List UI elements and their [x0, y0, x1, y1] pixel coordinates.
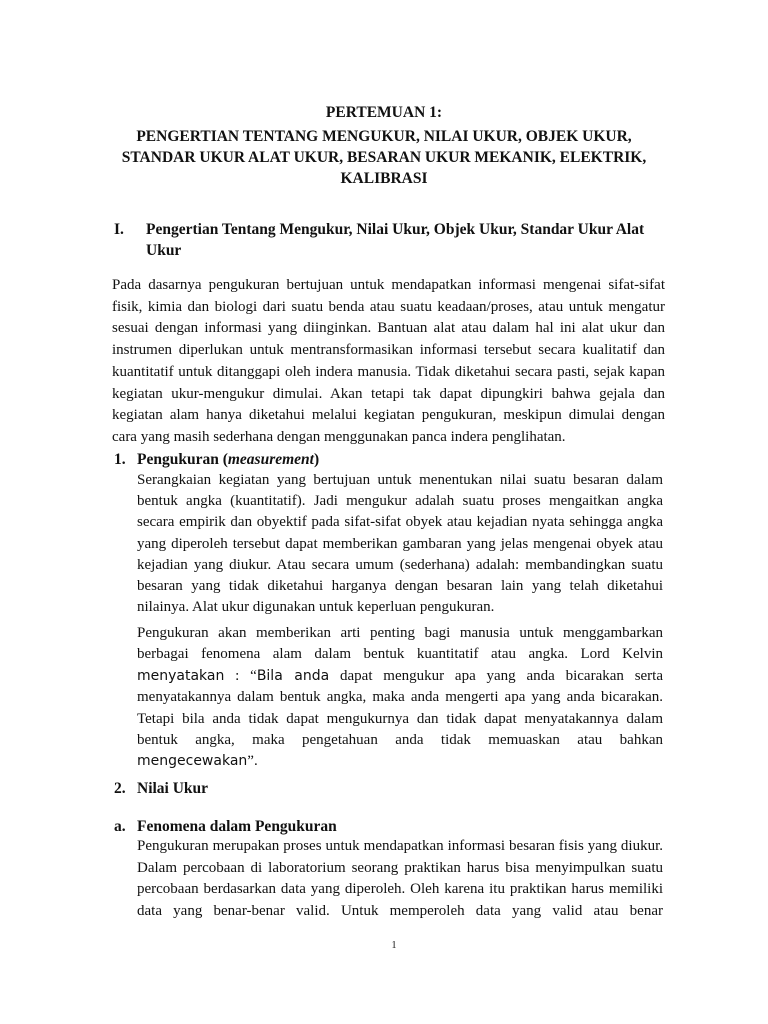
subsection-number: 2. [114, 780, 126, 797]
subsection-heading-text: Fenomena dalam Pengukuran [137, 818, 337, 835]
paragraph-line: kegiatan ukur-mengukur dimulai. Akan tetapi tak dapat dipungkiri bahwa gejala dan [112, 385, 665, 402]
quote-start: Bila anda [256, 667, 330, 684]
subsection-heading-text: Nilai Ukur [137, 780, 209, 797]
heading-close: ) [314, 451, 320, 468]
paragraph-line: cara yang masih sederhana dengan menggunakan panca indera penglihatan. [112, 428, 566, 445]
quote-open: : “ [224, 667, 257, 684]
paragraph-line: sesuai dengan informasi yang diinginkan. Bantuan alat atau dalam hal ini alat ukur dan [112, 320, 665, 337]
subsection-heading [114, 449, 654, 470]
document-title: PERTEMUAN 1: [325, 104, 443, 121]
subsection-number: 1. [114, 451, 126, 468]
subsection-number: a. [114, 818, 126, 835]
paragraph-line: nilainya. Alat ukur digunakan untuk keperluan pengukuran. [137, 599, 495, 616]
paragraph-line: bentuk angka (kuantitatif). Jadi mengukur adalah suatu proses mengaitkan angka [137, 493, 663, 510]
quote-text: dapat mengukur apa yang anda bicarakan serta [329, 667, 664, 684]
section-heading-line: Pengertian Tentang Mengukur, Nilai Ukur, Objek Ukur, Standar Ukur Alat [146, 221, 645, 238]
paragraph-line [137, 751, 663, 772]
paragraph-line: menyatakannya dalam bentuk angka, maka anda mengerti apa yang anda bicarakan. [137, 689, 663, 706]
heading-emphasis: measurement [227, 451, 314, 468]
paragraph-line [137, 666, 663, 687]
paragraph-line: fisik, kimia dan biologi dari suatu benda atau suatu keadaan/proses, atau untuk mengatur [112, 298, 665, 315]
intro-paragraph [112, 275, 665, 449]
subtitle-line: PENGERTIAN TENTANG MENGUKUR, NILAI UKUR, OBJEK UKUR, [136, 128, 632, 145]
measurement-paragraph [137, 470, 663, 618]
paragraph-line: Serangkaian kegiatan yang bertujuan untuk menentukan nilai suatu besaran dalam [137, 472, 663, 488]
paragraph-line: kegiatan alam hanya diketahui melalui kegiatan pengukuran, meskipun dimulai dengan [112, 407, 665, 424]
phenomena-paragraph [137, 836, 663, 922]
subtitle-line: STANDAR UKUR ALAT UKUR, BESARAN UKUR MEKANIK, ELEKTRIK, [121, 149, 647, 166]
paragraph-line: kejadian yang diukur. Atau secara umum (sederhana) adalah: membandingkan suatu [137, 556, 663, 573]
paragraph-line: secara empirik dan obyektif pada sifat-sifat obyek atau kejadian nyata sehingga angka [137, 514, 663, 531]
section-heading [114, 219, 674, 261]
paragraph-line: Tetapi bila anda tidak dapat mengukurnya dan tidak dapat menyatakannya dalam [137, 710, 663, 727]
quote-end-word: mengecewakan [137, 753, 248, 770]
document-subtitle [100, 126, 668, 189]
paragraph-line: data yang benar-benar valid. Untuk memperoleh data yang valid atau benar [137, 902, 663, 919]
subsection-heading [114, 778, 414, 799]
quote-close: ”. [247, 753, 258, 770]
quote-verb: menyatakan [137, 667, 225, 684]
paragraph-line: Pada dasarnya pengukuran bertujuan untuk mendapatkan informasi mengenai sifat-sifat [112, 277, 665, 293]
subtitle-line: KALIBRASI [340, 170, 428, 187]
paragraph-line: bentuk angka, maka pengetahuan anda tidak memuaskan atau bahkan [137, 732, 663, 749]
paragraph-line: besaran yang tidak diketahui harganya dengan besaran lain yang telah diketahui [137, 578, 663, 595]
paragraph-line: berbagai fenomena alam dalam bentuk kuantitatif atau angka. Lord Kelvin [137, 646, 663, 663]
paragraph-line: kuantitatif untuk ditanggapi oleh indera manusia. Tidak diketahui secara pasti, sejak kapan [112, 363, 665, 380]
section-number: I. [114, 221, 124, 238]
kelvin-quote-paragraph [137, 623, 663, 773]
paragraph-line: percobaan berdasarkan data yang diperoleh. Oleh karena itu praktikan harus memiliki [137, 881, 663, 897]
heading-text: Pengukuran ( [137, 451, 228, 468]
section-heading-line: Ukur [146, 242, 182, 259]
paragraph-line: Pengukuran akan memberikan arti penting bagi manusia untuk menggambarkan [137, 625, 663, 641]
subsection-heading [114, 816, 514, 837]
page-number: 1 [391, 940, 397, 951]
paragraph-line: Dalam percobaan di laboratorium seorang praktikan harus bisa menyimpulkan suatu [137, 859, 663, 876]
paragraph-line: instrumen diperlukan untuk mentransformasikan informasi tersebut secara kualitatif dan [112, 342, 665, 359]
paragraph-line: yang diperoleh tersebut dapat memberikan gambaran yang jelas mengenai obyek atau [137, 535, 663, 552]
subsection-heading-text [114, 449, 654, 470]
paragraph-line: Pengukuran merupakan proses untuk mendapatkan informasi besaran fisis yang diukur. [137, 838, 663, 854]
